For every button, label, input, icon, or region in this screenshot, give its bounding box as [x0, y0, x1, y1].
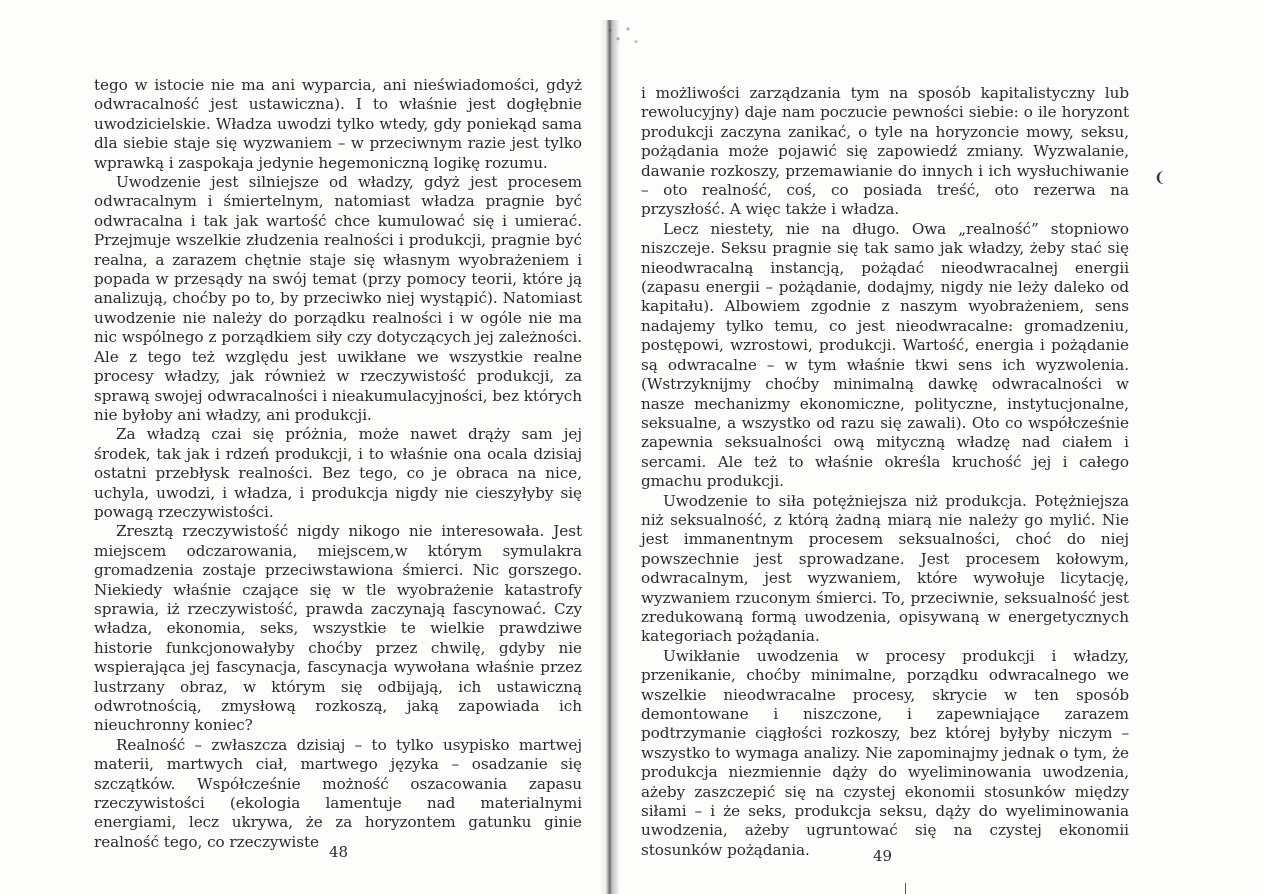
right-paragraph-3: Uwodzenie to siła potężniejsza niż produkcja. Potężniejsza niż seksualność, z którą żadną miarą nie należy go mylić. Nie jest immanentnym procesem seksualności, choć do niej powszechnie jest sprowadzane. Jest procesem kołowym, odwracalnym, jest wyzwaniem, które wywołuje licytację, wyzwaniem rzuconym śmierci. To, przeciwnie, seksualność jest zredukowaną formą uwodzenia, opisywaną w energetycznych kategoriach pożądania. — [641, 491, 1129, 646]
scan-mark — [905, 883, 906, 894]
left-page-text — [94, 76, 582, 852]
right-page-number: 49 — [873, 847, 893, 865]
left-paragraph-3: Za władzą czai się próżnia, może nawet drąży sam jej środek, tak jak i rdzeń produkcji, i to właśnie ona ocala dzisiaj ostatni przebłysk realności. Bez tego, co je obraca na nice, uchyla, uwodzi, i władza, i produkcja nigdy nie cieszyłyby się powagą rzeczywistości. — [94, 425, 582, 521]
left-paragraph-1: tego w istocie nie ma ani wyparcia, ani nieświadomości, gdyż odwracalność jest ustawiczna). I to właśnie jest dogłębnie uwodzicielskie. Władza uwodzi tylko wtedy, gdy poniekąd sama dla siebie staje się wyzwaniem – w przeciwnym razie jest tylko wprawką i zaspokaja jedynie hegemoniczną logikę rozumu. — [94, 76, 582, 172]
scan-speckle — [606, 22, 646, 50]
left-paragraph-4: Zresztą rzeczywistość nigdy nikogo nie interesowała. Jest miejscem odczarowania, miejscem,w którym symulakra gromadzenia zostaje przeciwstawiona śmierci. Nic gorszego. Niekiedy właśnie czające się w tle wyobrażenie katastrofy sprawia, iż rzeczywistość, prawda zaczynają fascynować. Czy władza, ekonomia, seks, wszystkie te wielkie prawdziwe historie funkcjonowałyby choćby przez chwilę, gdyby nie wspierająca jej fascynacja, fascynacja wywołana właśnie przez lustrzany obraz, w którym się odbijają, ich ustawiczną odwrotnością, zmysłową rozkoszą, jaką zapowiada ich nieuchronny koniec? — [94, 522, 582, 735]
book-gutter — [600, 20, 620, 894]
right-paragraph-1: i możliwości zarządzania tym na sposób kapitalistyczny lub rewolucyjny) daje nam poczucie pewności siebie: o ile horyzont produkcji zaczyna zanikać, o tyle na horyzoncie mowy, seksu, pożądania może pojawić się zapowiedź zmiany. Wyzwalanie, dawanie rozkoszy, przemawianie do innych i ich wysłuchiwanie – oto realność, coś, co posiada treść, oto rezerwa na przyszłość. A więc także i władza. — [641, 84, 1129, 219]
left-paragraph-5: Realność – zwłaszcza dzisiaj – to tylko usypisko martwej materii, martwych ciał, martwego języka – osadzanie się szczątków. Współcześnie możność oszacowania zapasu rzeczywistości (ekologia lamentuje nad materialnymi energiami, lecz ukrywa, że za horyzontem gatunku ginie realność tego, co rzeczywiste — [94, 735, 582, 851]
right-page-text — [641, 84, 1129, 860]
right-paragraph-4: Uwikłanie uwodzenia w procesy produkcji i władzy, przenikanie, choćby minimalne, porządku odwracalnego we wszelkie nieodwracalne procesy, skrycie w ten sposób demontowane i niszczone, i zapewniające zarazem podtrzymanie ciągłości rozkoszy, bez której byłyby niczym – wszystko to wymaga analizy. Nie zapominajmy jednak o tym, że produkcja niezmiennie dąży do wyeliminowania uwodzenia, ażeby zaszczepić się na czystej ekonomii stosunków między siłami – i że seks, produkcja seksu, dąży do wyeliminowania uwodzenia, ażeby ugruntować się na czystej ekonomii stosunków pożądania. — [641, 646, 1129, 859]
right-paragraph-2: Lecz niestety, nie na długo. Owa „realność” stopniowo niszczeje. Seksu pragnie się tak samo jak władzy, żeby stać się nieodwracalną instancją, pożądać nieodwracalnej energii (zapasu energii – pożądanie, dodajmy, nigdy nie leży daleko od kapitału). Albowiem zgodnie z naszym wyobrażeniem, sens nadajemy tylko temu, co jest nieodwracalne: gromadzeniu, postępowi, wzrostowi, produkcji. Wartość, energia i pożądanie są odwracalne – w tym właśnie tkwi sens ich wyzwolenia. (Wstrzyknijmy choćby minimalną dawkę odwracalności w nasze mechanizmy ekonomiczne, polityczne, instytucjonalne, seksualne, a wszystko od razu się zawali). Oto co współcześnie zapewnia seksualności ową mityczną władzę nad ciałem i sercami. Ale też to właśnie określa kruchość jej i całego gmachu produkcji. — [641, 219, 1129, 491]
left-page-number: 48 — [329, 843, 349, 861]
margin-mark: ❨ — [1154, 170, 1166, 186]
left-paragraph-2: Uwodzenie jest silniejsze od władzy, gdyż jest procesem odwracalnym i śmiertelnym, natomiast władza pragnie być odwracalna i tak jak wartość chce kumulować się i umierać. Przejmuje wszelkie złudzenia realności i produkcji, pragnie być realna, a zarazem chętnie staje się własnym wyobrażeniem i popada w przesądy na swój temat (przy pomocy teorii, które ją analizują, choćby po to, by przeciwko niej wystąpić). Natomiast uwodzenie nie należy do porządku realności i w ogóle nie ma nic wspólnego z porządkiem siły czy dotyczących jej zależności. Ale z tego też względu jest uwikłane we wszystkie realne procesy władzy, jak również w rzeczywistość produkcji, za sprawą swojej odwracalności i nieakumulacyjności, bez których nie byłoby ani władzy, ani produkcji. — [94, 173, 582, 424]
